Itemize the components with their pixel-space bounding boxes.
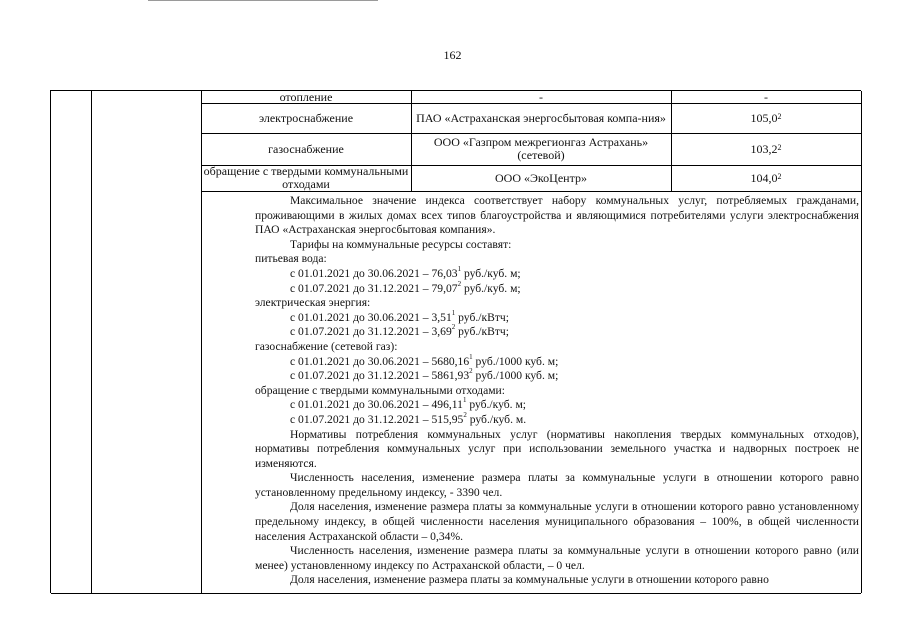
list-item: с 01.01.2021 до 30.06.2021 – 5680,16$^1$ руб./1000 куб. м; — [290, 352, 559, 368]
table-cell-value: 105,0 $^2$ — [750, 110, 782, 125]
paragraph: Максимальное значение индекса соответствует набору коммунальных услуг, потребляемых гражданами, проживающими в жилых домах всех типов благоустройства и являющимися потребителями услуги электроснабжения ПАО «Астраханская энергосбытовая компания». — [255, 194, 859, 237]
list-item: с 01.01.2021 до 30.06.2021 – 496,11$^1$ руб./куб. м; — [290, 396, 527, 412]
table-cell-provider: ООО «Газпром межрегионгаз Астрахань» (сетевой) — [433, 135, 649, 162]
list-item: с 01.01.2021 до 30.06.2021 – 3,51$^1$ руб./кВтч; — [290, 308, 509, 324]
table-cell-provider: ООО «ЭкоЦентр» — [495, 170, 587, 185]
paragraph: Численность населения, изменение размера платы за коммунальные услуги в отношении которого равно (или менее) установленному индексу по Астраханской области, – 0 чел. — [255, 544, 859, 572]
table-cell-value: 104,0 $^2$ — [750, 170, 782, 185]
list-item: с 01.07.2021 до 31.12.2021 – 515,95$^2$ руб./куб. м. — [290, 411, 527, 426]
paragraph: Тарифы на коммунальные ресурсы составят: — [290, 237, 512, 251]
table-cell-service: отопление — [279, 89, 333, 104]
list-heading: обращение с твердыми коммунальными отходами: — [255, 383, 505, 397]
table-cell-value: - — [764, 89, 768, 104]
list-heading: газоснабжение (сетевой газ): — [255, 339, 398, 353]
page-number: 162 — [443, 48, 462, 62]
table-cell-service: газоснабжение — [268, 141, 344, 156]
list-heading: питьевая вода: — [255, 252, 327, 266]
header-rule — [148, 0, 378, 1]
table-cell-provider: - — [539, 89, 543, 104]
body-text — [255, 194, 859, 588]
list-heading: электрическая энергия: — [255, 296, 371, 310]
list-item: с 01.07.2021 до 31.12.2021 – 5861,93$^2$ руб./1000 куб. м; — [290, 367, 559, 383]
paragraph: Доля населения, изменение размера платы за коммунальные услуги в отношении которого равно установленному предельному индексу, в общей численности населения муниципального образования – 100%, в общей численности населения Астраханской области – 0,34%. — [255, 500, 859, 543]
paragraph: Нормативы потребления коммунальных услуг (нормативы накопления твердых коммунальных отходов), нормативы потребления коммунальных услуг при использовании земельного участка и надворных построек не изменяются. — [255, 427, 859, 470]
paragraph: Доля населения, изменение размера платы за коммунальные услуги в отношении которого равно — [290, 573, 769, 587]
col-divider-2 — [201, 91, 202, 593]
col-divider-1 — [91, 91, 92, 593]
list-item: с 01.07.2021 до 31.12.2021 – 3,69$^2$ руб./кВтч; — [290, 323, 509, 339]
row-divider-4 — [201, 191, 861, 192]
table-cell-value: 103,2 $^2$ — [750, 141, 782, 156]
table-bottom — [51, 593, 861, 594]
list-item: с 01.01.2021 до 30.06.2021 – 76,03$^1$ руб./куб. м; — [290, 265, 521, 280]
list-item: с 01.07.2021 до 31.12.2021 – 79,07$^2$ руб./куб. м; — [290, 279, 521, 295]
col-divider-right — [861, 91, 862, 593]
table-cell-provider: ПАО «Астраханская энергосбытовая компа-ния» — [416, 110, 666, 125]
paragraph: Численность населения, изменение размера платы за коммунальные услуги в отношении которого равно установленному предельному индексу, - 3390 чел. — [255, 471, 859, 499]
table-cell-service: обращение с твердыми коммунальными отходами — [203, 164, 409, 191]
table-cell-service: электроснабжение — [258, 110, 354, 125]
